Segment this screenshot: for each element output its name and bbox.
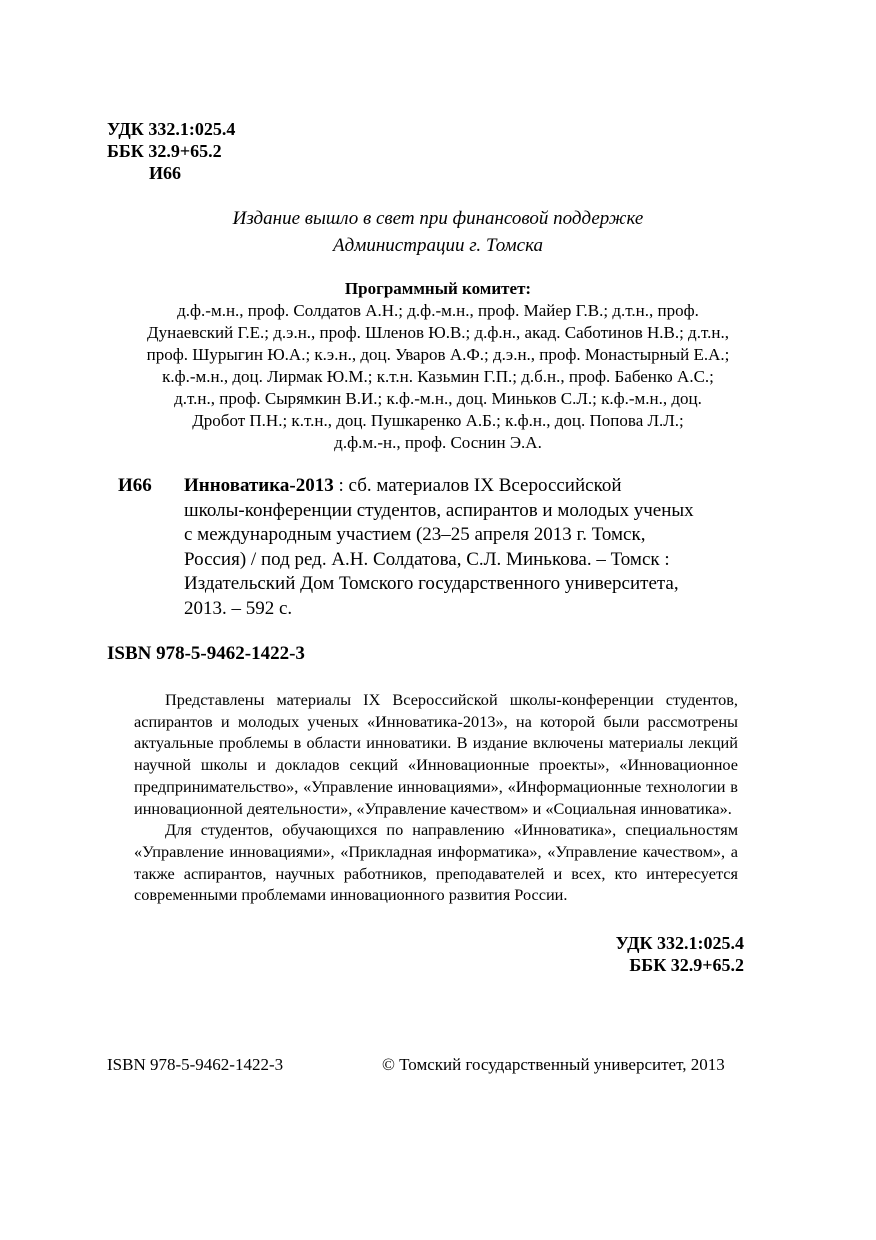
entry-title: Инноватика-2013 <box>184 475 334 496</box>
copyright: © Томский государственный университет, 2013 <box>382 1055 725 1074</box>
entry-code: И66 <box>118 475 152 496</box>
classification-bottom <box>500 932 744 976</box>
entry-line: 2013. – 592 с. <box>184 597 293 619</box>
committee-line: Дробот П.Н.; к.т.н., доц. Пушкаренко А.Б.; к.ф.н., доц. Попова Л.Л.; <box>192 411 684 430</box>
committee-line: д.т.н., проф. Сырямкин В.И.; к.ф.-м.н., доц. Миньков С.Л.; к.ф.-м.н., доц. <box>174 389 702 408</box>
committee-heading: Программный комитет: <box>344 279 532 298</box>
classification-block <box>107 118 235 184</box>
support-note-line-2: Администрации г. Томска <box>333 235 543 256</box>
abstract-paragraph: Представлены материалы IX Всероссийской школы-конференции студентов, аспирантов и молодых ученых «Инноватика-2013», на которой были рассмотрены актуальные проблемы в области инноватики. В издание включены материалы лекций научной школы и докладов секций «Инновационные проекты», «Инновационное предпринимательство», «Управление инновациями», «Информационные технологии в инновационной деятельности», «Управление качеством» и «Социальная инноватика». <box>134 690 738 818</box>
committee-line: Дунаевский Г.Е.; д.э.н., проф. Шленов Ю.В.; д.ф.н., акад. Саботинов Н.В.; д.т.н., <box>147 323 729 342</box>
committee-line: к.ф.-м.н., доц. Лирмак Ю.М.; к.т.н. Казьмин Г.П.; д.б.н., проф. Бабенко А.С.; <box>162 367 714 386</box>
author-mark: И66 <box>149 163 182 183</box>
isbn-main: ISBN 978-5-9462-1422-3 <box>107 643 305 664</box>
udk-code-bottom: УДК 332.1:025.4 <box>615 933 744 953</box>
abstract <box>134 689 738 906</box>
entry-line: школы-конференции студентов, аспирантов и молодых ученых <box>184 499 694 521</box>
abstract-paragraph: Для студентов, обучающихся по направлению «Инноватика», специальностям «Управление инновациями», «Прикладная информатика», «Управление качеством», а также аспирантов, научных работников, преподавателей и всех, кто интересуется современными проблемами инновационного развития России. <box>134 820 738 905</box>
entry-first-line: : сб. материалов IX Всероссийской <box>333 475 622 496</box>
support-note-line-1: Издание вышло в свет при финансовой поддержке <box>232 208 644 229</box>
entry-line: Россия) / под ред. А.Н. Солдатова, С.Л. Минькова. – Томск : <box>184 548 670 570</box>
entry-line: Издательский Дом Томского государственного университета, <box>184 573 679 594</box>
committee-line: д.ф.м.-н., проф. Соснин Э.А. <box>334 433 542 452</box>
support-note <box>0 205 876 259</box>
committee-line: д.ф.-м.н., проф. Солдатов А.Н.; д.ф.-м.н., проф. Майер Г.В.; д.т.н., проф. <box>177 301 699 320</box>
entry-line: с международным участием (23–25 апреля 2013 г. Томск, <box>184 524 646 545</box>
committee-line: проф. Шурыгин Ю.А.; к.э.н., доц. Уваров А.Ф.; д.э.н., проф. Монастырный Е.А.; <box>146 345 730 364</box>
bbk-code-bottom: ББК 32.9+65.2 <box>629 955 744 975</box>
udk-code: УДК 332.1:025.4 <box>107 119 236 139</box>
bibliographic-entry <box>184 474 758 621</box>
program-committee <box>100 278 776 454</box>
bbk-code: ББК 32.9+65.2 <box>107 141 222 161</box>
isbn-footer: ISBN 978-5-9462-1422-3 <box>107 1055 284 1074</box>
